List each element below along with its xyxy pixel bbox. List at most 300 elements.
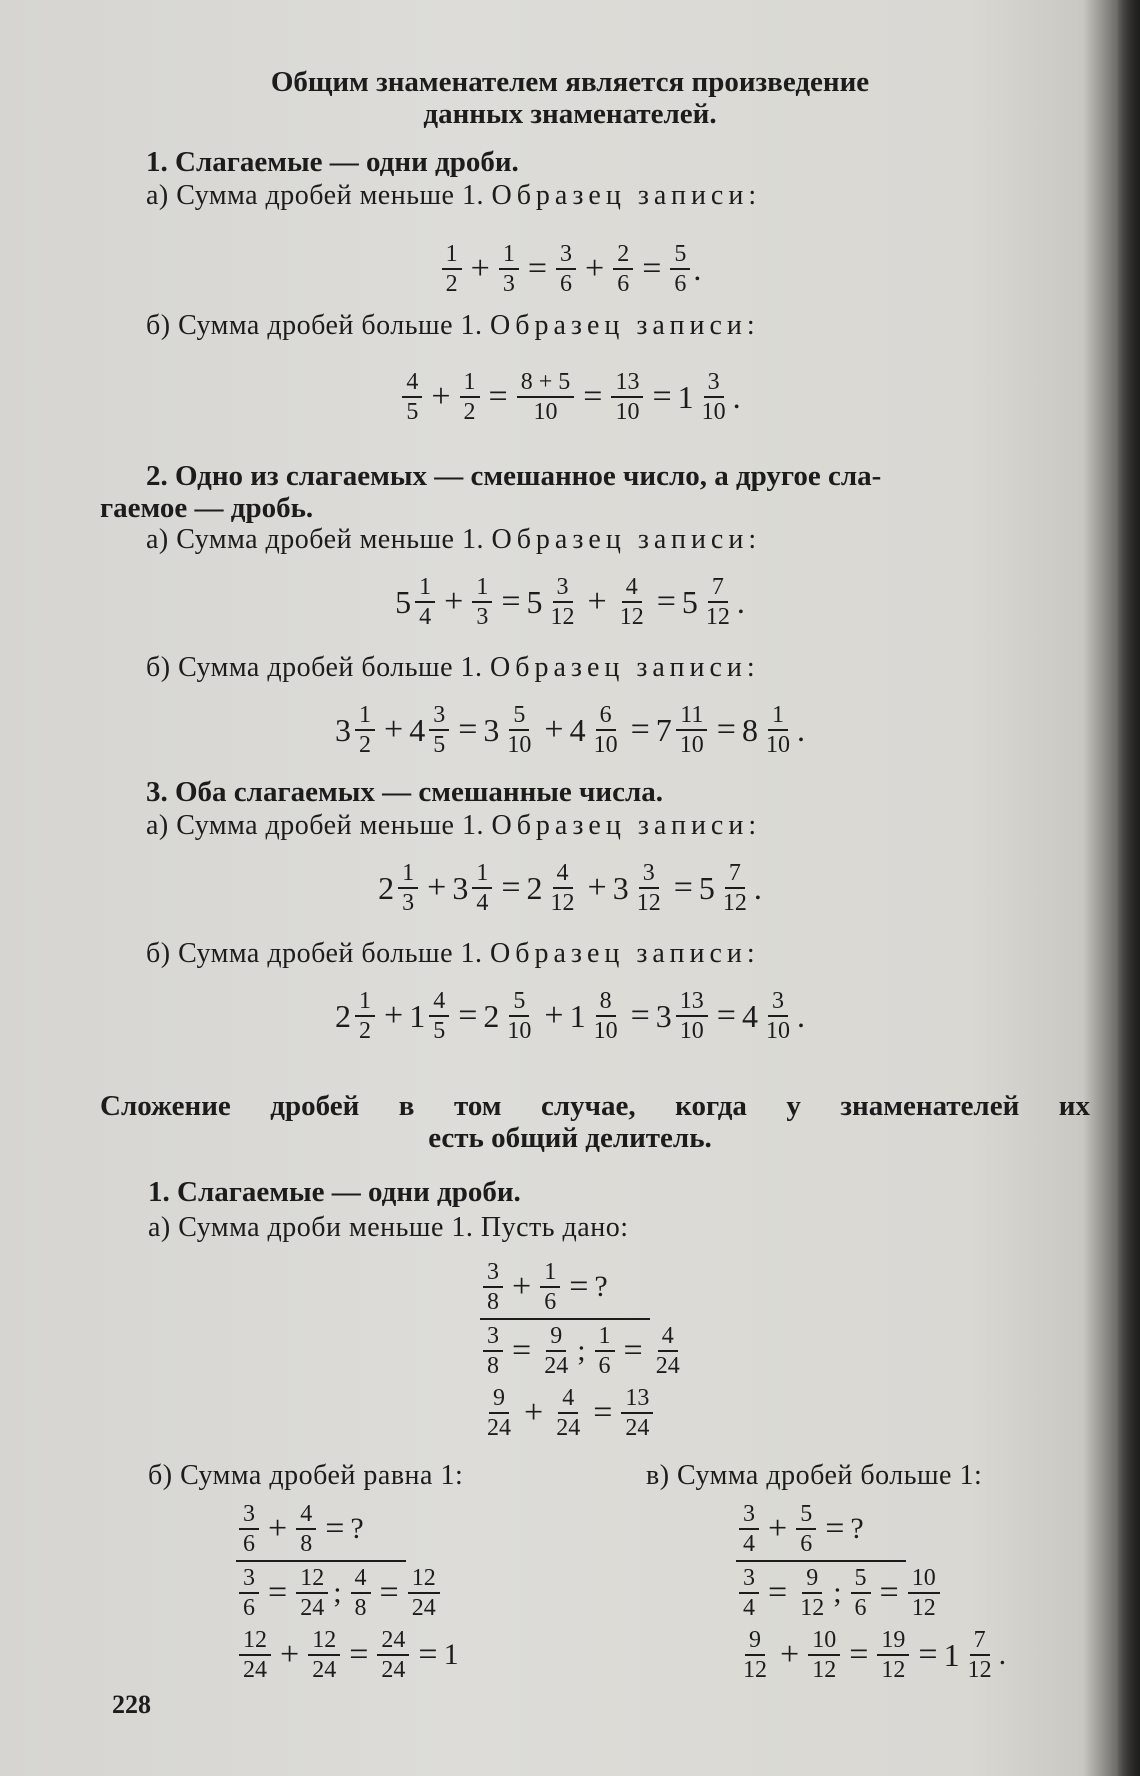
denominator: 24: [556, 1415, 581, 1441]
math-operator: =: [879, 1574, 899, 1611]
fraction: [796, 1565, 828, 1621]
whole-number: 3: [655, 997, 672, 1034]
fraction: [408, 1565, 440, 1621]
whole-number: 1: [943, 1636, 960, 1673]
whole-number: 5: [526, 583, 543, 620]
denominator: 12: [743, 1657, 767, 1683]
numerator: 7: [970, 1627, 990, 1656]
s1-item2-b-label: б) Сумма дробей больше 1.: [146, 652, 483, 683]
whole-number: 7: [655, 711, 672, 748]
numerator: 1: [540, 1259, 560, 1288]
equation-1: $\frac{1}{2}$ + $\frac{1}{3}$ = $\frac{3}{6}$ + $\frac{2}{6}$ = $\frac{5}{6}$ .: [0, 232, 1140, 297]
numerator: 10: [808, 1627, 840, 1656]
denominator: 2: [359, 1018, 372, 1044]
s2-b-label: б) Сумма дробей равна 1:: [148, 1460, 464, 1491]
fraction: [762, 988, 794, 1044]
fraction: [547, 574, 579, 630]
numerator: 1: [398, 860, 418, 889]
denominator: 3: [402, 890, 415, 916]
math-operator: =: [488, 378, 508, 415]
fraction: [702, 574, 734, 630]
s1-item1-title: 1. Слагаемые — одни дроби.: [146, 146, 519, 178]
s1-item2-a-label: а) Сумма дробей меньше 1.: [146, 524, 484, 555]
denominator: 10: [701, 399, 726, 425]
whole-number: 4: [741, 997, 758, 1034]
denominator: 10: [765, 732, 790, 758]
numerator: 12: [308, 1627, 340, 1656]
numerator: 11: [676, 702, 707, 731]
denominator: 12: [881, 1657, 906, 1683]
numerator: 6: [596, 702, 616, 731]
denominator: 12: [812, 1657, 837, 1683]
s1-item1-a-sample: Образец записи:: [491, 180, 762, 211]
fraction: [442, 241, 462, 297]
numerator: 3: [739, 1565, 759, 1594]
numerator: 1: [595, 1323, 615, 1352]
denominator: 8: [487, 1289, 499, 1315]
denominator: 12: [800, 1595, 825, 1621]
fraction: [908, 1565, 940, 1621]
denominator: 24: [655, 1353, 680, 1379]
denominator: 10: [765, 1018, 790, 1044]
fraction: [595, 1323, 615, 1379]
denominator: 4: [476, 890, 489, 916]
numerator: 2: [613, 241, 633, 270]
denominator: 6: [598, 1353, 611, 1379]
math-operator: =: [501, 869, 521, 906]
fraction: [351, 1565, 371, 1621]
example-c-row1: $\frac{3}{4}$ + $\frac{5}{6}$ = ?: [736, 1498, 1006, 1560]
numerator: 1: [415, 574, 435, 603]
numerator: 3: [639, 860, 659, 889]
denominator: 6: [243, 1595, 255, 1621]
math-operator: =: [527, 250, 547, 287]
fraction: [540, 1323, 572, 1379]
fraction: [239, 1501, 259, 1557]
math-operator: =: [642, 250, 662, 287]
math-operator: =: [652, 378, 672, 415]
numerator: 4: [558, 1385, 578, 1414]
denominator: 4: [743, 1595, 755, 1621]
section1-heading: [0, 66, 1140, 130]
denominator: 2: [359, 732, 372, 758]
numerator: 5: [670, 241, 690, 270]
numerator: 5: [851, 1565, 871, 1594]
math-operator: +: [585, 250, 605, 287]
numerator: 1: [472, 860, 492, 889]
example-a-row3: [480, 1382, 687, 1444]
fraction: [964, 1627, 996, 1683]
fraction: [540, 1259, 560, 1315]
denominator: 6: [854, 1595, 867, 1621]
math-operator: +: [768, 1510, 788, 1547]
whole-number: 2: [526, 869, 543, 906]
math-operator: =: [623, 1332, 643, 1369]
s1-item2-b-text: [146, 652, 1140, 684]
whole-number: 1: [569, 997, 586, 1034]
numerator: 12: [239, 1627, 271, 1656]
numerator: 3: [556, 241, 576, 270]
numerator: 10: [908, 1565, 940, 1594]
fraction: [590, 988, 622, 1044]
s1-item2-title-line1: 2. Одно из слагаемых — смешанное число, а другое сла-: [146, 460, 882, 492]
whole-number: 4: [569, 711, 586, 748]
whole-number: 8: [741, 711, 758, 748]
section2-heading-line1: Сложение дробей в том случае, когда у знаменателей их: [100, 1090, 1090, 1122]
s1-item3-a-text: [146, 810, 1140, 842]
math-operator: =: [512, 1332, 532, 1369]
s1-item2-title: [146, 460, 1091, 492]
math-operator: =: [569, 1268, 589, 1305]
example-b: [236, 1498, 459, 1686]
numerator: 3: [239, 1501, 259, 1530]
fraction: [239, 1565, 259, 1621]
fraction: [429, 988, 449, 1044]
fraction: [698, 369, 730, 425]
math-operator: =: [630, 997, 650, 1034]
fraction: [616, 574, 648, 630]
numerator: 3: [429, 702, 449, 731]
s1-item2-a-text: [146, 524, 1140, 556]
fraction: [739, 1627, 771, 1683]
example-a-row2: [480, 1320, 687, 1382]
fraction: [499, 241, 519, 297]
fraction: [517, 369, 575, 425]
whole-number: 5: [698, 869, 715, 906]
numerator: 4: [553, 860, 573, 889]
whole-number: 3: [452, 869, 469, 906]
fraction: [460, 369, 480, 425]
numerator: 4: [351, 1565, 371, 1594]
math-operator: +: [280, 1636, 300, 1673]
fraction: [503, 988, 535, 1044]
numerator: 4: [402, 369, 422, 398]
denominator: 3: [476, 604, 489, 630]
denominator: 6: [544, 1289, 557, 1315]
fraction: [556, 241, 576, 297]
numerator: 13: [676, 988, 708, 1017]
equation-3: 5 $\frac{1}{4}$ + $\frac{1}{3}$ = 5 $\frac{3}{12}$ + $\frac{4}{12}$ = 5 $\frac{7}{12}$ .: [395, 574, 745, 630]
s2-item1-title: 1. Слагаемые — одни дроби.: [148, 1176, 521, 1208]
denominator: 6: [617, 271, 630, 297]
fraction: [877, 1627, 909, 1683]
denominator: 2: [445, 271, 458, 297]
numerator: 3: [239, 1565, 259, 1594]
s1-item1-b-text: [146, 310, 1140, 342]
fraction: [355, 702, 375, 758]
math-operator: +: [587, 583, 607, 620]
math-operator: ;: [333, 1576, 342, 1609]
numerator: 8: [596, 988, 616, 1017]
numerator: 9: [489, 1385, 509, 1414]
example-c-row2: [736, 1562, 1006, 1624]
equation-5: 2 $\frac{1}{3}$ + 3 $\frac{1}{4}$ = 2 $\frac{4}{12}$ + 3 $\frac{3}{12}$ = 5 $\frac{7}{12}$ .: [378, 860, 762, 916]
denominator: 24: [411, 1595, 436, 1621]
math-operator: +: [470, 250, 490, 287]
fraction: [739, 1501, 759, 1557]
fraction: [239, 1627, 271, 1683]
math-operator: +: [384, 997, 404, 1034]
numerator: 4: [429, 988, 449, 1017]
math-operator: ;: [833, 1576, 842, 1609]
denominator: 10: [593, 732, 618, 758]
denominator: 6: [800, 1531, 813, 1557]
numerator: 1: [499, 241, 519, 270]
example-b-row1: $\frac{3}{6}$ + $\frac{4}{8}$ = ?: [236, 1498, 459, 1560]
fraction: [398, 860, 418, 916]
whole-number: 2: [335, 997, 352, 1034]
s1-item2-a-sample: Образец записи:: [491, 524, 762, 555]
math-operator: +: [512, 1268, 532, 1305]
whole-number: 1: [677, 378, 694, 415]
numerator: 5: [796, 1501, 816, 1530]
s1-item1-a-text: [146, 180, 1140, 212]
numerator: 5: [509, 988, 529, 1017]
fraction: [483, 1323, 503, 1379]
fraction: [547, 860, 579, 916]
math-operator: =: [716, 997, 736, 1034]
fraction: [402, 369, 422, 425]
math-operator: +: [544, 711, 564, 748]
s1-item3-a-sample: Образец записи:: [491, 810, 762, 841]
s2-a-label: а) Сумма дроби меньше 1. Пусть дано:: [148, 1212, 629, 1243]
math-operator: =: [918, 1636, 938, 1673]
math-operator: +: [524, 1394, 544, 1431]
numerator: 1: [355, 988, 375, 1017]
example-a: [480, 1256, 687, 1444]
example-c-row3: $\frac{9}{12}$ + $\frac{10}{12}$ = $\frac{19}{12}$ = 1 $\frac{7}{12}$ .: [736, 1624, 1006, 1686]
numerator: 8 + 5: [517, 369, 575, 398]
equation-2: $\frac{4}{5}$ + $\frac{1}{2}$ = $\frac{8 + 5}{10}$ = $\frac{13}{10}$ = 1 $\frac{3}{10}$ .: [0, 360, 1140, 425]
math-operator: +: [444, 583, 464, 620]
denominator: 4: [419, 604, 432, 630]
math-operator: =: [325, 1510, 345, 1547]
denominator: 24: [544, 1353, 569, 1379]
numerator: 9: [546, 1323, 566, 1352]
denominator: 5: [406, 399, 419, 425]
s1-item3-a-label: а) Сумма дробей меньше 1.: [146, 810, 484, 841]
denominator: 10: [533, 399, 558, 425]
equation-4: 3 $\frac{1}{2}$ + 4 $\frac{3}{5}$ = 3 $\frac{5}{10}$ + 4 $\frac{6}{10}$ = 7 $\frac{11}{10}$ = 8 $\frac{1}{10}$ .: [335, 702, 805, 758]
math-operator: =: [349, 1636, 369, 1673]
denominator: 12: [967, 1657, 992, 1683]
equation-6: 2 $\frac{1}{2}$ + 1 $\frac{4}{5}$ = 2 $\frac{5}{10}$ + 1 $\frac{8}{10}$ = 3 $\frac{13}{10}$ = 4 $\frac{3}{10}$ .: [335, 988, 805, 1044]
denominator: 10: [507, 732, 532, 758]
numerator: 7: [708, 574, 728, 603]
fraction: [652, 1323, 684, 1379]
denominator: 6: [560, 271, 572, 297]
fraction: [377, 1627, 409, 1683]
denominator: 12: [550, 604, 575, 630]
denominator: 24: [243, 1657, 267, 1683]
fraction: [590, 702, 622, 758]
whole-number: 5: [395, 583, 412, 620]
fraction: [483, 1385, 515, 1441]
s1-item1-b-label: б) Сумма дробей больше 1.: [146, 310, 483, 341]
math-operator: +: [587, 869, 607, 906]
denominator: 24: [300, 1595, 325, 1621]
s1-item1-b-sample: Образец записи:: [490, 310, 760, 341]
fraction: [308, 1627, 340, 1683]
math-operator: =: [501, 583, 521, 620]
whole-number: 2: [483, 997, 500, 1034]
fraction: [739, 1565, 759, 1621]
denominator: 12: [705, 604, 730, 630]
denominator: 12: [722, 890, 747, 916]
denominator: 4: [743, 1531, 755, 1557]
fraction: [415, 574, 435, 630]
math-operator: ;: [577, 1334, 586, 1367]
s1-item3-title: 3. Оба слагаемых — смешанные числа.: [146, 776, 664, 808]
fraction: [472, 574, 492, 630]
numerator: 7: [725, 860, 745, 889]
numerator: 1: [472, 574, 492, 603]
denominator: 8: [354, 1595, 367, 1621]
fraction: [552, 1385, 584, 1441]
fraction: [429, 702, 449, 758]
math-operator: +: [544, 997, 564, 1034]
denominator: 12: [550, 890, 575, 916]
numerator: 12: [296, 1565, 328, 1594]
numerator: 1: [442, 241, 462, 270]
math-operator: =: [849, 1636, 869, 1673]
denominator: 24: [381, 1657, 406, 1683]
page-number: 228: [112, 1690, 151, 1719]
denominator: 24: [312, 1657, 337, 1683]
numerator: 9: [745, 1627, 765, 1656]
numerator: 3: [704, 369, 724, 398]
denominator: 10: [615, 399, 640, 425]
denominator: 10: [679, 732, 704, 758]
fraction: [611, 369, 643, 425]
math-operator: +: [431, 378, 451, 415]
numerator: 9: [802, 1565, 822, 1594]
whole-number: 3: [335, 711, 352, 748]
s1-item3-b-label: б) Сумма дробей больше 1.: [146, 938, 483, 969]
denominator: 8: [300, 1531, 313, 1557]
s1-item2-title-line2: гаемое — дробь.: [100, 492, 314, 524]
math-operator: =: [379, 1574, 399, 1611]
numerator: 1: [768, 702, 788, 731]
whole-number: 5: [681, 583, 698, 620]
math-operator: +: [268, 1510, 288, 1547]
fraction: [633, 860, 665, 916]
s1-item3-b-text: [146, 938, 1140, 970]
fraction: [851, 1565, 871, 1621]
fraction: [483, 1259, 503, 1315]
numerator: 4: [658, 1323, 678, 1352]
numerator: 4: [622, 574, 642, 603]
fraction: [613, 241, 633, 297]
fraction: [621, 1385, 653, 1441]
numerator: 3: [483, 1323, 503, 1352]
denominator: 2: [463, 399, 476, 425]
numerator: 24: [377, 1627, 409, 1656]
fraction: [762, 702, 794, 758]
denominator: 3: [502, 271, 515, 297]
denominator: 6: [674, 271, 687, 297]
math-operator: +: [384, 711, 404, 748]
whole-number: 4: [409, 711, 426, 748]
s2-c-label: в) Сумма дробей больше 1:: [646, 1460, 983, 1491]
numerator: 3: [553, 574, 573, 603]
numerator: 19: [877, 1627, 909, 1656]
numerator: 3: [768, 988, 788, 1017]
numerator: 1: [355, 702, 375, 731]
fraction: [670, 241, 690, 297]
denominator: 6: [243, 1531, 255, 1557]
denominator: 5: [433, 1018, 446, 1044]
whole-number: 2: [378, 869, 395, 906]
s1-item1-a-label: а) Сумма дробей меньше 1.: [146, 180, 484, 211]
fraction: [719, 860, 751, 916]
math-operator: =: [768, 1574, 788, 1611]
math-operator: =: [716, 711, 736, 748]
numerator: 3: [483, 1259, 503, 1288]
fraction: [503, 702, 535, 758]
math-operator: =: [630, 711, 650, 748]
denominator: 12: [636, 890, 661, 916]
section1-heading-line2: данных знаменателей.: [423, 98, 717, 130]
whole-number: 1: [409, 997, 426, 1034]
denominator: 10: [679, 1018, 704, 1044]
denominator: 12: [619, 604, 644, 630]
denominator: 10: [507, 1018, 532, 1044]
s1-item2-b-sample: Образец записи:: [490, 652, 760, 683]
example-b-row3: $\frac{12}{24}$ + $\frac{12}{24}$ = $\frac{24}{24}$ = 1: [236, 1624, 459, 1686]
math-operator: +: [427, 869, 447, 906]
math-operator: =: [458, 711, 478, 748]
fraction: [355, 988, 375, 1044]
whole-number: 3: [612, 869, 629, 906]
fraction: [796, 1501, 816, 1557]
fraction: [296, 1501, 316, 1557]
math-operator: +: [780, 1636, 800, 1673]
denominator: 24: [625, 1415, 650, 1441]
numerator: 1: [460, 369, 480, 398]
whole-number: 3: [483, 711, 500, 748]
math-operator: =: [458, 997, 478, 1034]
denominator: 12: [911, 1595, 936, 1621]
section2-heading-line2: есть общий делитель.: [428, 1122, 712, 1154]
math-operator: =: [656, 583, 676, 620]
denominator: 5: [433, 732, 446, 758]
section1-heading-line1: Общим знаменателем является произведение: [270, 66, 870, 98]
math-operator: =: [418, 1636, 438, 1673]
numerator: 3: [739, 1501, 759, 1530]
denominator: 10: [593, 1018, 618, 1044]
example-b-row2: [236, 1562, 459, 1624]
math-operator: =: [593, 1394, 613, 1431]
fraction: [676, 988, 708, 1044]
example-a-row1: $\frac{3}{8}$ + $\frac{1}{6}$ = ?: [480, 1256, 687, 1318]
numerator: 13: [621, 1385, 653, 1414]
numerator: 13: [611, 369, 643, 398]
denominator: 24: [487, 1415, 511, 1441]
numerator: 4: [296, 1501, 316, 1530]
fraction: [472, 860, 492, 916]
fraction: [808, 1627, 840, 1683]
math-operator: =: [673, 869, 693, 906]
fraction: [676, 702, 708, 758]
s1-item3-b-sample: Образец записи:: [490, 938, 760, 969]
numerator: 5: [509, 702, 529, 731]
math-operator: =: [268, 1574, 288, 1611]
math-operator: =: [583, 378, 603, 415]
numerator: 12: [408, 1565, 440, 1594]
example-c: [736, 1498, 1006, 1686]
fraction: [296, 1565, 328, 1621]
